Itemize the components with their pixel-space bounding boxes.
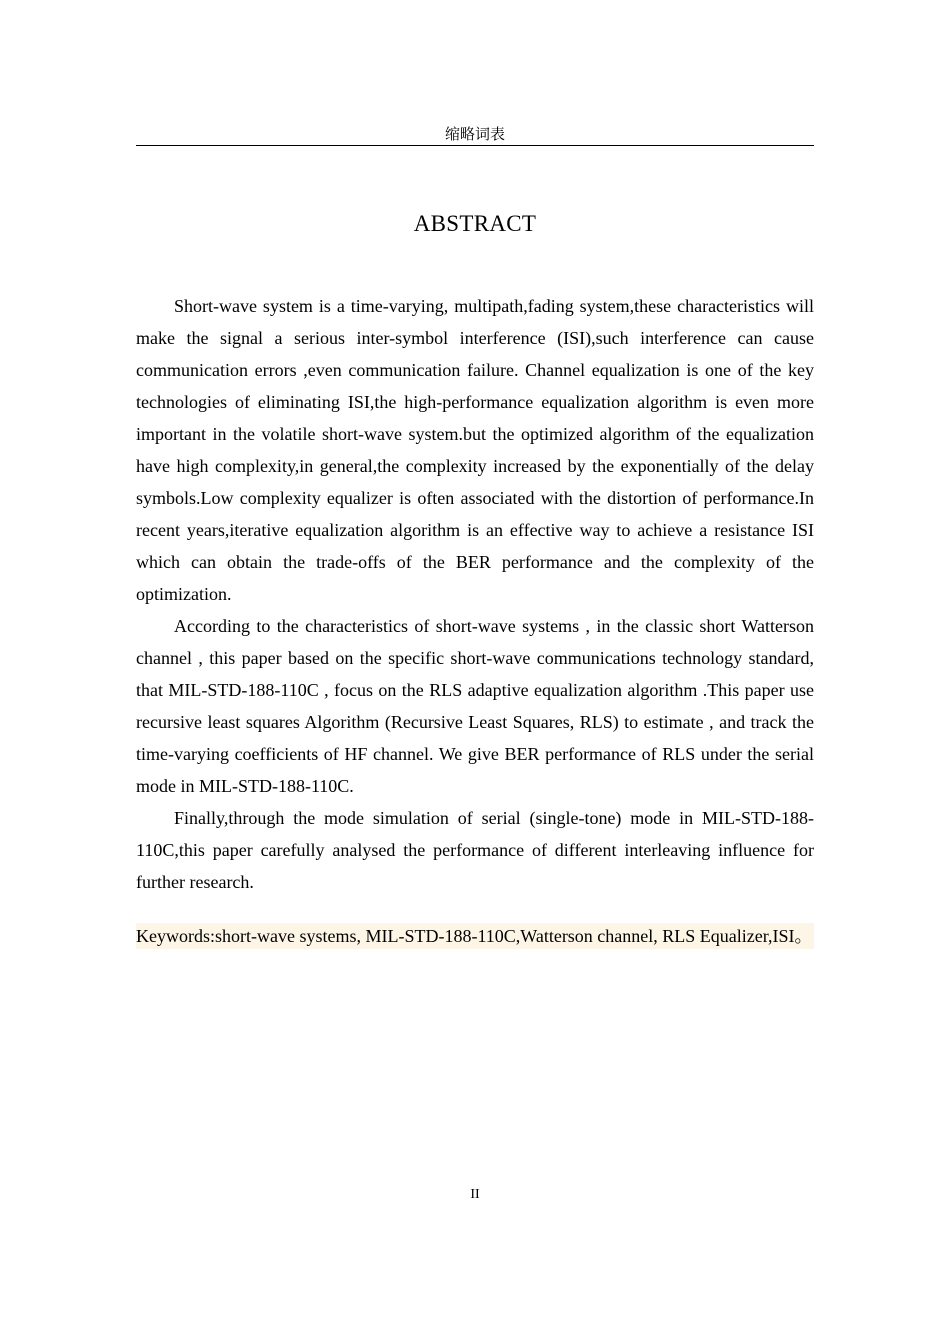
- abstract-paragraph: Short-wave system is a time-varying, multipath,fading system,these characteristics will make the signal a serious inter-symbol interference (ISI),such interference can cause communication errors ,even communication failure. Channel equalization is one of the key technologies of eliminating ISI,the high-performance equalization algorithm is even more important in the volatile short-wave system.but the optimized algorithm of the equalization have high complexity,in general,the complexity increased by the exponentially of the delay symbols.Low complexity equalizer is often associated with the distortion of performance.In recent years,iterative equalization algorithm is an effective way to achieve a resistance ISI which can obtain the trade-offs of the BER performance and the complexity of the optimization.: [136, 296, 814, 604]
- keywords-line: Keywords:short-wave systems, MIL-STD-188-110C,Watterson channel, RLS Equalizer,ISI。: [136, 923, 814, 949]
- header-rule: [136, 145, 814, 146]
- abstract-title: ABSTRACT: [413, 211, 537, 236]
- running-header: 缩略词表: [444, 125, 505, 143]
- abstract-paragraph: According to the characteristics of short-wave systems , in the classic short Watterson channel , this paper based on the specific short-wave communications technology standard, that MIL-STD-188-110C , focus on the RLS adaptive equalization algorithm .This paper use recursive least squares Algorithm (Recursive Least Squares, RLS) to estimate , and track the time-varying coefficients of HF channel. We give BER performance of RLS under the serial mode in MIL-STD-188-110C.: [136, 616, 814, 796]
- page-number: II: [470, 1187, 480, 1202]
- abstract-paragraph: Finally,through the mode simulation of serial (single-tone) mode in MIL-STD-188-110C,this paper carefully analysed the performance of different interleaving influence for further research.: [136, 808, 814, 892]
- abstract-body: [136, 290, 814, 898]
